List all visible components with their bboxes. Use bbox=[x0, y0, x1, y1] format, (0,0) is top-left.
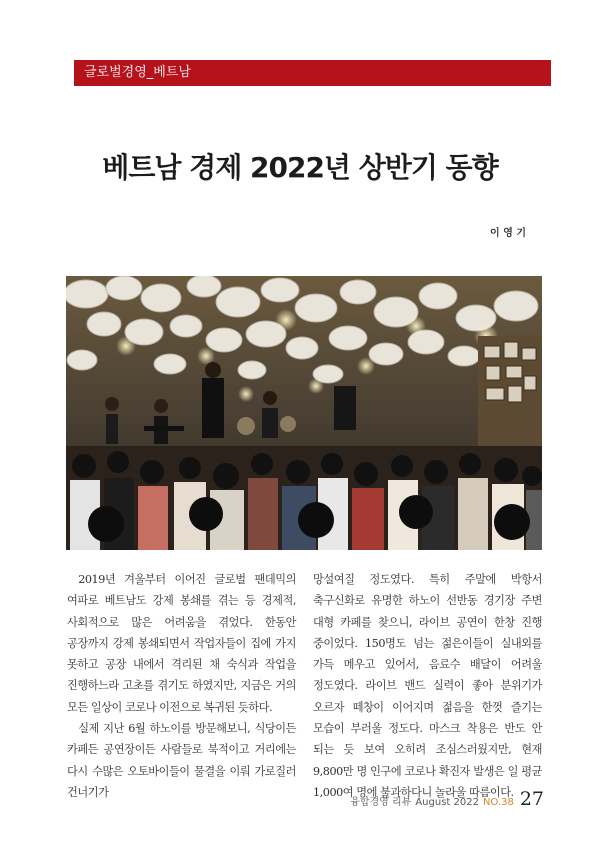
section-header bbox=[74, 60, 551, 86]
page-number: 27 bbox=[519, 788, 544, 810]
article-column-2 bbox=[313, 569, 542, 803]
issue-date: August 2022 bbox=[415, 797, 479, 808]
page-footer bbox=[350, 788, 544, 810]
article-photo bbox=[66, 276, 542, 550]
concert-photo bbox=[66, 276, 542, 550]
section-label: 글로벌경영_베트남 bbox=[84, 65, 191, 80]
author-name: 이 영 기 bbox=[490, 228, 526, 239]
paragraph: 망설여질 정도였다. 특히 주말에 박항서 축구신화로 유명한 하노이 선반동 경기장 주변 대형 카페를 찾으니, 라이브 공연이 한창 진행 중이었다. 150명도 넘는 젊은이들이 실내외를 가득 메우고 있어서, 음료수 배달이 어려울 정도였다. 라이브 밴드 실력이 좋아 분위기가 오르자 떼창이 이어지며 젊음을 한껏 즐기는 모습이 부러울 정도다. 마스크 착용은 반도 안 되는 듯 보여 오히려 조심스러웠지만, 현재 9,800만 명 인구에 코로나 확진자 발생은 일 평균 1,000여 명에 불과하다니 놀라울 따름이다. bbox=[313, 573, 542, 799]
article-column-1 bbox=[67, 569, 296, 803]
magazine-name: 융합경영 리뷰 bbox=[350, 797, 412, 808]
article-title: 베트남 경제 2022년 상반기 동향 bbox=[102, 151, 498, 184]
paragraph: 2019년 겨울부터 이어진 글로벌 팬데믹의 여파로 베트남도 강제 봉쇄를 겪는 등 경제적, 사회적으로 많은 어려움을 겪었다. 한동안 공장까지 강제 봉쇄되면서 작업자들이 집에 가지 못하고 공장 내에서 격리된 채 숙식과 작업을 진행하느라 고초를 겪기도 하였지만, 지금은 거의 모든 일상이 코로나 이전으로 복귀된 듯하다. bbox=[67, 573, 296, 714]
issue-number: NO.38 bbox=[482, 797, 514, 808]
paragraph: 실제 지난 6월 하노이를 방문해보니, 식당이든 카페든 공연장이든 사람들로 북적이고 거리에는 다시 수많은 오토바이들이 물결을 이뤄 가로질러 건너기가 bbox=[67, 722, 296, 799]
